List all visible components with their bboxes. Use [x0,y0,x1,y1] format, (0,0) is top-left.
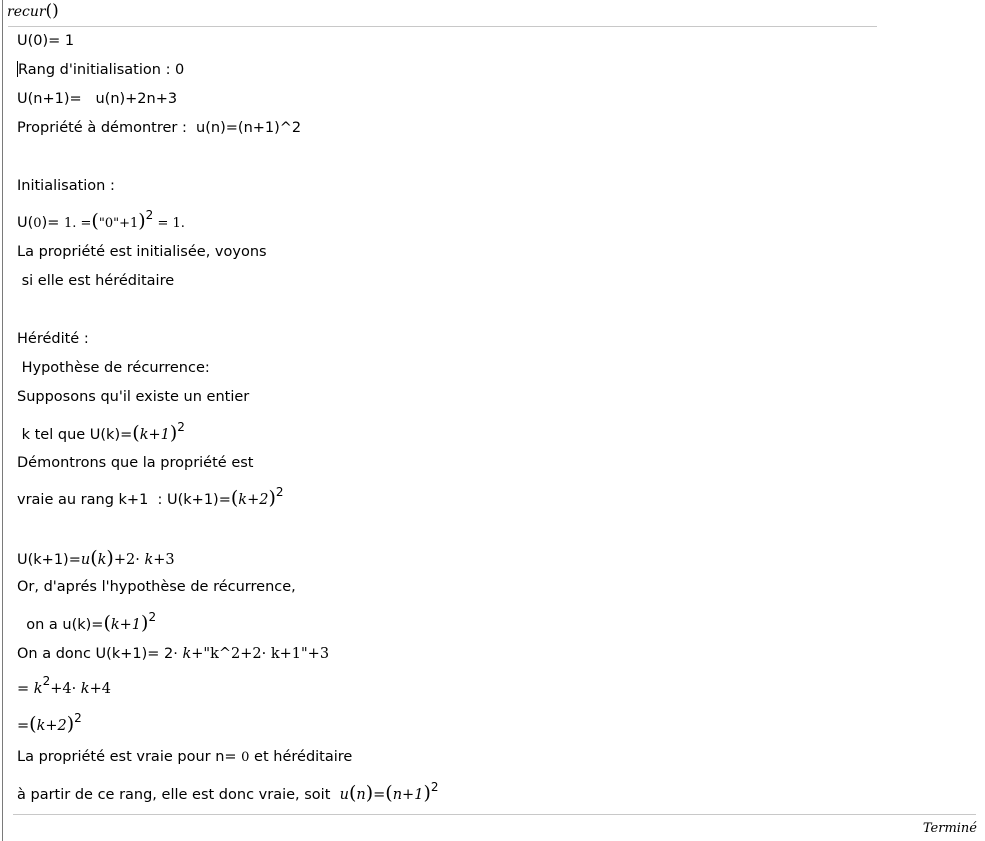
math-value: 0 [241,750,250,765]
output-line: Or, d'aprés l'hypothèse de récurrence, [17,579,296,595]
output-text: k tel que U(k)= [17,427,133,443]
output-text: et héréditaire [249,749,353,765]
output-line: U(0)= 1 [17,33,75,49]
math-paren: ( [103,612,111,634]
math-operator: +4· [50,681,81,697]
exponent: 2 [275,485,284,499]
math-value: 1. [63,216,77,231]
math-paren: ) [423,782,431,804]
separator-bottom [13,814,976,815]
separator-top [8,26,877,27]
math-paren: ( [348,782,357,804]
status-label: Terminé [922,821,977,836]
function-args: () [45,1,59,21]
output-text: La propriété est vraie pour n= [17,749,242,765]
math-expression: k+1 [110,617,142,633]
math-operator: +4 [89,681,111,697]
math-operator: +2· [113,552,145,568]
output-line: Hérédité : [17,331,89,347]
math-value: "0"+1 [98,216,139,231]
math-symbol: k [182,646,192,662]
output-line: Démontrons que la propriété est [17,455,254,471]
output-text: = [17,681,34,697]
math-symbol: k [97,552,107,568]
math-paren: ) [365,782,374,804]
math-expression: k+2 [36,718,67,734]
math-paren: ) [138,210,146,232]
output-text: on a u(k)= [17,617,104,633]
output-line: Supposons qu'il existe un entier [17,389,250,405]
math-paren: ) [66,713,75,735]
math-symbol: k [144,552,154,568]
exponent: 2 [177,420,185,434]
output-line [17,610,157,634]
output-line [17,549,175,569]
output-line [17,485,284,509]
math-paren: ) [106,547,114,569]
output-text: )= [41,215,64,231]
math-paren: ) [268,487,276,509]
math-paren: ) [141,612,149,634]
exponent: 2 [145,208,154,222]
exponent: 2 [42,674,51,688]
math-paren: ( [230,487,239,509]
math-symbol: n [356,787,366,803]
output-text: = [17,718,30,734]
output-line [17,711,82,735]
output-line [17,420,185,444]
math-paren: ( [90,547,98,569]
exponent: 2 [430,780,439,794]
math-symbol: u [339,787,349,803]
output-line: si elle est héréditaire [17,273,175,289]
math-symbol: k [80,681,90,697]
output-text: On a donc U(k+1)= 2· [17,646,183,662]
output-text: U(k+1)= [17,552,81,568]
output-line [17,645,329,663]
exponent: 2 [74,711,82,725]
exponent: 2 [148,610,157,624]
left-border [2,0,3,841]
math-operator: +3 [153,552,175,568]
math-paren: ( [132,422,140,444]
math-paren: ( [385,782,393,804]
output-line [17,674,111,698]
output-line: U(n+1)= u(n)+2n+3 [17,91,178,107]
math-paren: ( [91,210,99,232]
math-value: 0 [33,216,42,231]
output-line [17,748,352,767]
output-line: La propriété est initialisée, voyons [17,244,267,260]
math-value: = [76,216,92,231]
math-symbol: u [80,552,91,568]
output-text: Rang d'initialisation : 0 [18,62,185,78]
math-operator: = [373,787,386,803]
output-line: Initialisation : [17,178,115,194]
output-line [17,208,185,233]
output-line: Hypothèse de récurrence: [17,360,210,376]
math-paren: ( [29,713,37,735]
function-name: recur [7,4,46,20]
math-expression: k+2 [238,492,269,508]
command-entry[interactable] [7,1,59,21]
output-line [17,780,439,804]
math-expression: n+1 [392,787,424,803]
math-value: = 1. [153,216,185,231]
math-expression: +"k^2+2· k+1"+3 [191,646,330,662]
math-symbol: k [33,681,43,697]
output-text: vraie au rang k+1 : U(k+1)= [17,492,231,508]
math-expression: k+1 [139,427,170,443]
output-line[interactable] [17,61,184,79]
output-line: Propriété à démontrer : u(n)=(n+1)^2 [17,120,302,136]
output-text: U( [17,215,34,231]
output-text: à partir de ce rang, elle est donc vraie, soit [17,787,340,803]
math-paren: ) [169,422,178,444]
